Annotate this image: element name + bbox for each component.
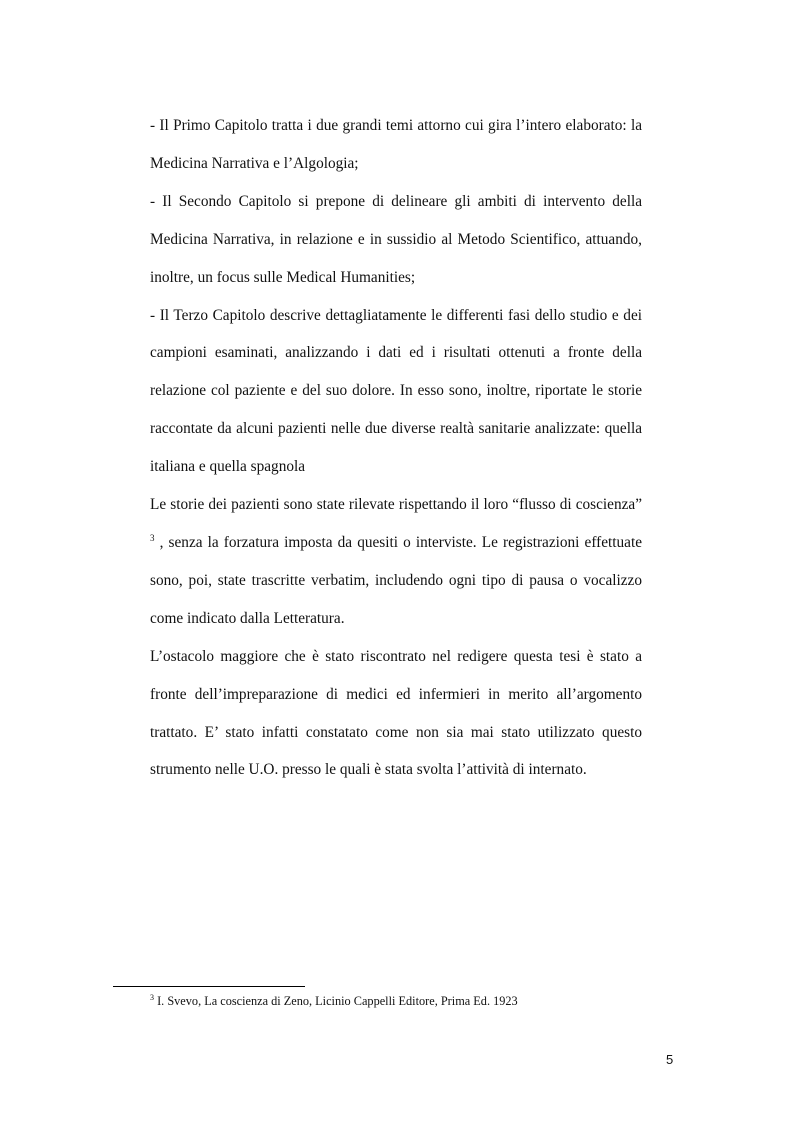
footnote-reference[interactable]: 3 [150, 532, 155, 543]
paragraph-patient-stories-text-a: Le storie dei pazienti sono state rilevate rispettando il loro “flusso di coscienza” [150, 496, 642, 514]
paragraph-main-obstacle: L’ostacolo maggiore che è stato riscontrato nel redigere questa tesi è stato a fronte dell’impreparazione di medici ed infermieri in merito all’argomento trattato. E’ stato infatti constatato come non sia mai stato utilizzato questo strumento nelle U.O. presso le quali è stata svolta l’attività di internato. [150, 647, 642, 779]
footnote-marker: 3 [150, 993, 154, 1002]
paragraph-patient-stories [150, 486, 642, 638]
footnote-text: I. Svevo, La coscienza di Zeno, Licinio Cappelli Editore, Prima Ed. 1923 [157, 994, 518, 1008]
paragraph-patient-stories-text-b: , senza la forzatura imposta da quesiti o interviste. Le registrazioni effettuate sono, poi, state trascritte verbatim, includendo ogni tipo di pausa o vocalizzo come indicato dalla Letteratura. [150, 533, 643, 627]
page-number: 5 [666, 1052, 674, 1067]
body-text [150, 107, 642, 789]
paragraph-chapter-one: - Il Primo Capitolo tratta i due grandi temi attorno cui gira l’intero elaborato: la Medicina Narrativa e l’Algologia; [150, 117, 642, 172]
footnote-separator [113, 986, 305, 987]
paragraph-chapter-three: - Il Terzo Capitolo descrive dettagliatamente le differenti fasi dello studio e dei campioni esaminati, analizzando i dati ed i risultati ottenuti a fronte della relazione col paziente e del suo dolore. In esso sono, inoltre, riportate le storie raccontate da alcuni pazienti nelle due diverse realtà sanitarie analizzate: quella italiana e quella spagnola [150, 306, 642, 476]
footnote [150, 993, 670, 1009]
paragraph-chapter-two: - Il Secondo Capitolo si prepone di delineare gli ambiti di intervento della Medicina Narrativa, in relazione e in sussidio al Metodo Scientifico, attuando, inoltre, un focus sulle Medical Humanities; [150, 192, 642, 286]
